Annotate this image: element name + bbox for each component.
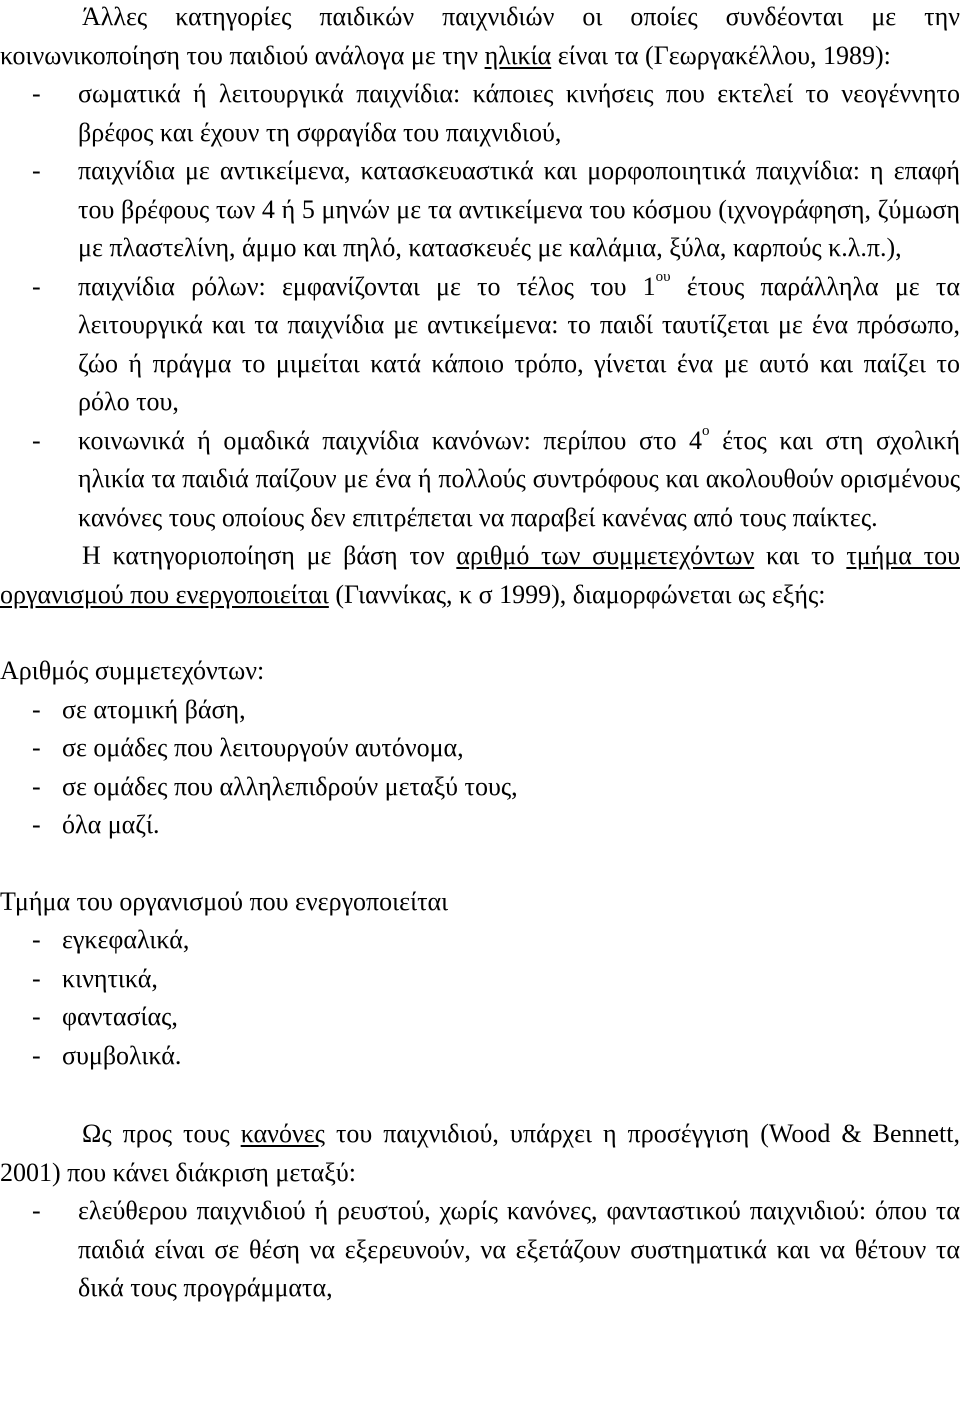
dash-marker: - [32, 694, 41, 724]
list-item-text: σωματικά ή λειτουργικά παιχνίδια: κάποιες κινήσεις που εκτελεί το νεογέννητο βρέφος και έχουν τη σφραγίδα του παιχνιδιού, [78, 79, 960, 147]
dash-marker: - [32, 1196, 41, 1225]
intro-text-end: είναι τα (Γεωργακέλλου, 1989): [551, 40, 891, 70]
list-item [0, 152, 960, 268]
list-item [0, 921, 960, 960]
list-item [0, 729, 960, 768]
dash-marker: - [32, 271, 41, 301]
intro-text-start: Άλλες κατηγορίες παιδικών παιχνιδιών οι οποίες συνδέονται με την κοινωνικοποίηση του παιδιού ανάλογα με την [0, 2, 960, 70]
list-item-text: σε ομάδες που αλληλεπιδρούν μεταξύ τους, [62, 771, 518, 801]
dash-marker: - [32, 925, 41, 954]
dash-marker: - [32, 733, 41, 762]
list-item [0, 806, 960, 845]
list-item-text: συμβολικά. [62, 1040, 182, 1070]
age-categories-list [0, 75, 960, 537]
list-item [0, 960, 960, 999]
dash-marker: - [32, 156, 41, 185]
spacer [0, 845, 960, 883]
classification-text-3: (Γιαννίκας, κ σ 1999), διαμορφώνεται ως εξής: [328, 579, 826, 609]
dash-marker: - [32, 963, 41, 993]
spacer [0, 614, 960, 652]
rules-list [0, 1192, 960, 1308]
dash-marker: - [32, 1040, 41, 1070]
ordinal-superscript: ου [655, 268, 671, 285]
dash-marker: - [32, 810, 41, 839]
dash-marker: - [32, 1002, 41, 1031]
list-item [0, 1037, 960, 1076]
list-item-text: όλα μαζί. [62, 810, 160, 839]
list-item-text: κοινωνικά ή ομαδικά παιχνίδια κανόνων: περίπου στο 4 [78, 425, 703, 455]
list-item [0, 1192, 960, 1308]
rules-paragraph [0, 1115, 960, 1192]
classification-text-1: Η κατηγοριοποίηση με βάση τον [82, 541, 457, 570]
list-item [0, 422, 960, 538]
link-organism-part[interactable]: τμήμα του οργανισμού που ενεργοποιείται [0, 541, 960, 609]
list-item-text: εγκεφαλικά, [62, 925, 190, 954]
list-item-text-cont: έτος και στη σχολική ηλικία τα παιδιά παίζουν με ένα ή πολλούς συντρόφους και ακολουθούν ορισμένους κανόνες τους οποίους δεν επιτρέπεται να παραβεί κανένας από τους παίκτες. [78, 425, 960, 532]
list-item [0, 75, 960, 152]
participants-heading: Αριθμός συμμετεχόντων: [0, 656, 265, 685]
dash-marker: - [32, 79, 41, 108]
list-item-text: φαντασίας, [62, 1002, 178, 1031]
list-item-text: σε ατομική βάση, [62, 694, 246, 724]
rules-text-end: του παιχνιδιού, υπάρχει η προσέγγιση (Wood & Bennett, 2001) που κάνει διάκριση μεταξύ: [0, 1119, 960, 1187]
list-item-text: παιχνίδια ρόλων: εμφανίζονται με το τέλος του 1 [78, 271, 656, 301]
ordinal-superscript: ο [702, 422, 710, 439]
link-participants[interactable]: αριθμό των συμμετεχόντων [456, 541, 755, 570]
spacer [0, 1075, 960, 1115]
intro-paragraph [0, 0, 960, 75]
rules-text-start: Ως προς τους [82, 1119, 241, 1148]
dash-marker: - [32, 425, 41, 455]
link-rules[interactable]: κανόνες [240, 1119, 325, 1148]
organism-list [0, 921, 960, 1075]
list-item [0, 768, 960, 807]
dash-marker: - [32, 771, 41, 801]
list-item-text-cont: έτους παράλληλα με τα λειτουργικά και τα παιχνίδια με αντικείμενα: το παιδί ταυτίζεται με ένα πρόσωπο, ζώο ή πράγμα το μιμείται κατά κάποιο τρόπο, γίνεται ένα με αυτό και παίζει το ρόλο του, [78, 271, 960, 416]
list-item-text: κινητικά, [62, 963, 158, 993]
classification-paragraph [0, 537, 960, 614]
list-item-text: σε ομάδες που λειτουργούν αυτόνομα, [62, 733, 464, 762]
list-item-text: παιχνίδια με αντικείμενα, κατασκευαστικά και μορφοποιητικά παιχνίδια: η επαφή του βρέφους των 4 ή 5 μηνών με τα αντικείμενα του κόσμου (ιχνογράφηση, ζύμωση με πλαστελίνη, άμμο και πηλό, κατασκευές με καλάμια, ξύλα, καρπούς κ.λ.π.), [78, 156, 960, 262]
list-item [0, 691, 960, 730]
link-age[interactable]: ηλικία [484, 40, 552, 70]
organism-heading: Τμήμα του οργανισμού που ενεργοποιείται [0, 886, 449, 916]
participants-list [0, 691, 960, 845]
list-item [0, 268, 960, 422]
list-item-text: ελεύθερου παιχνιδιού ή ρευστού, χωρίς κανόνες, φανταστικού παιχνιδιού: όπου τα παιδιά είναι σε θέση να εξερευνούν, να εξετάζουν συστηματικά και να θέτουν τα δικά τους προγράμματα, [78, 1196, 960, 1302]
classification-text-2: και το [754, 541, 847, 570]
list-item [0, 998, 960, 1037]
